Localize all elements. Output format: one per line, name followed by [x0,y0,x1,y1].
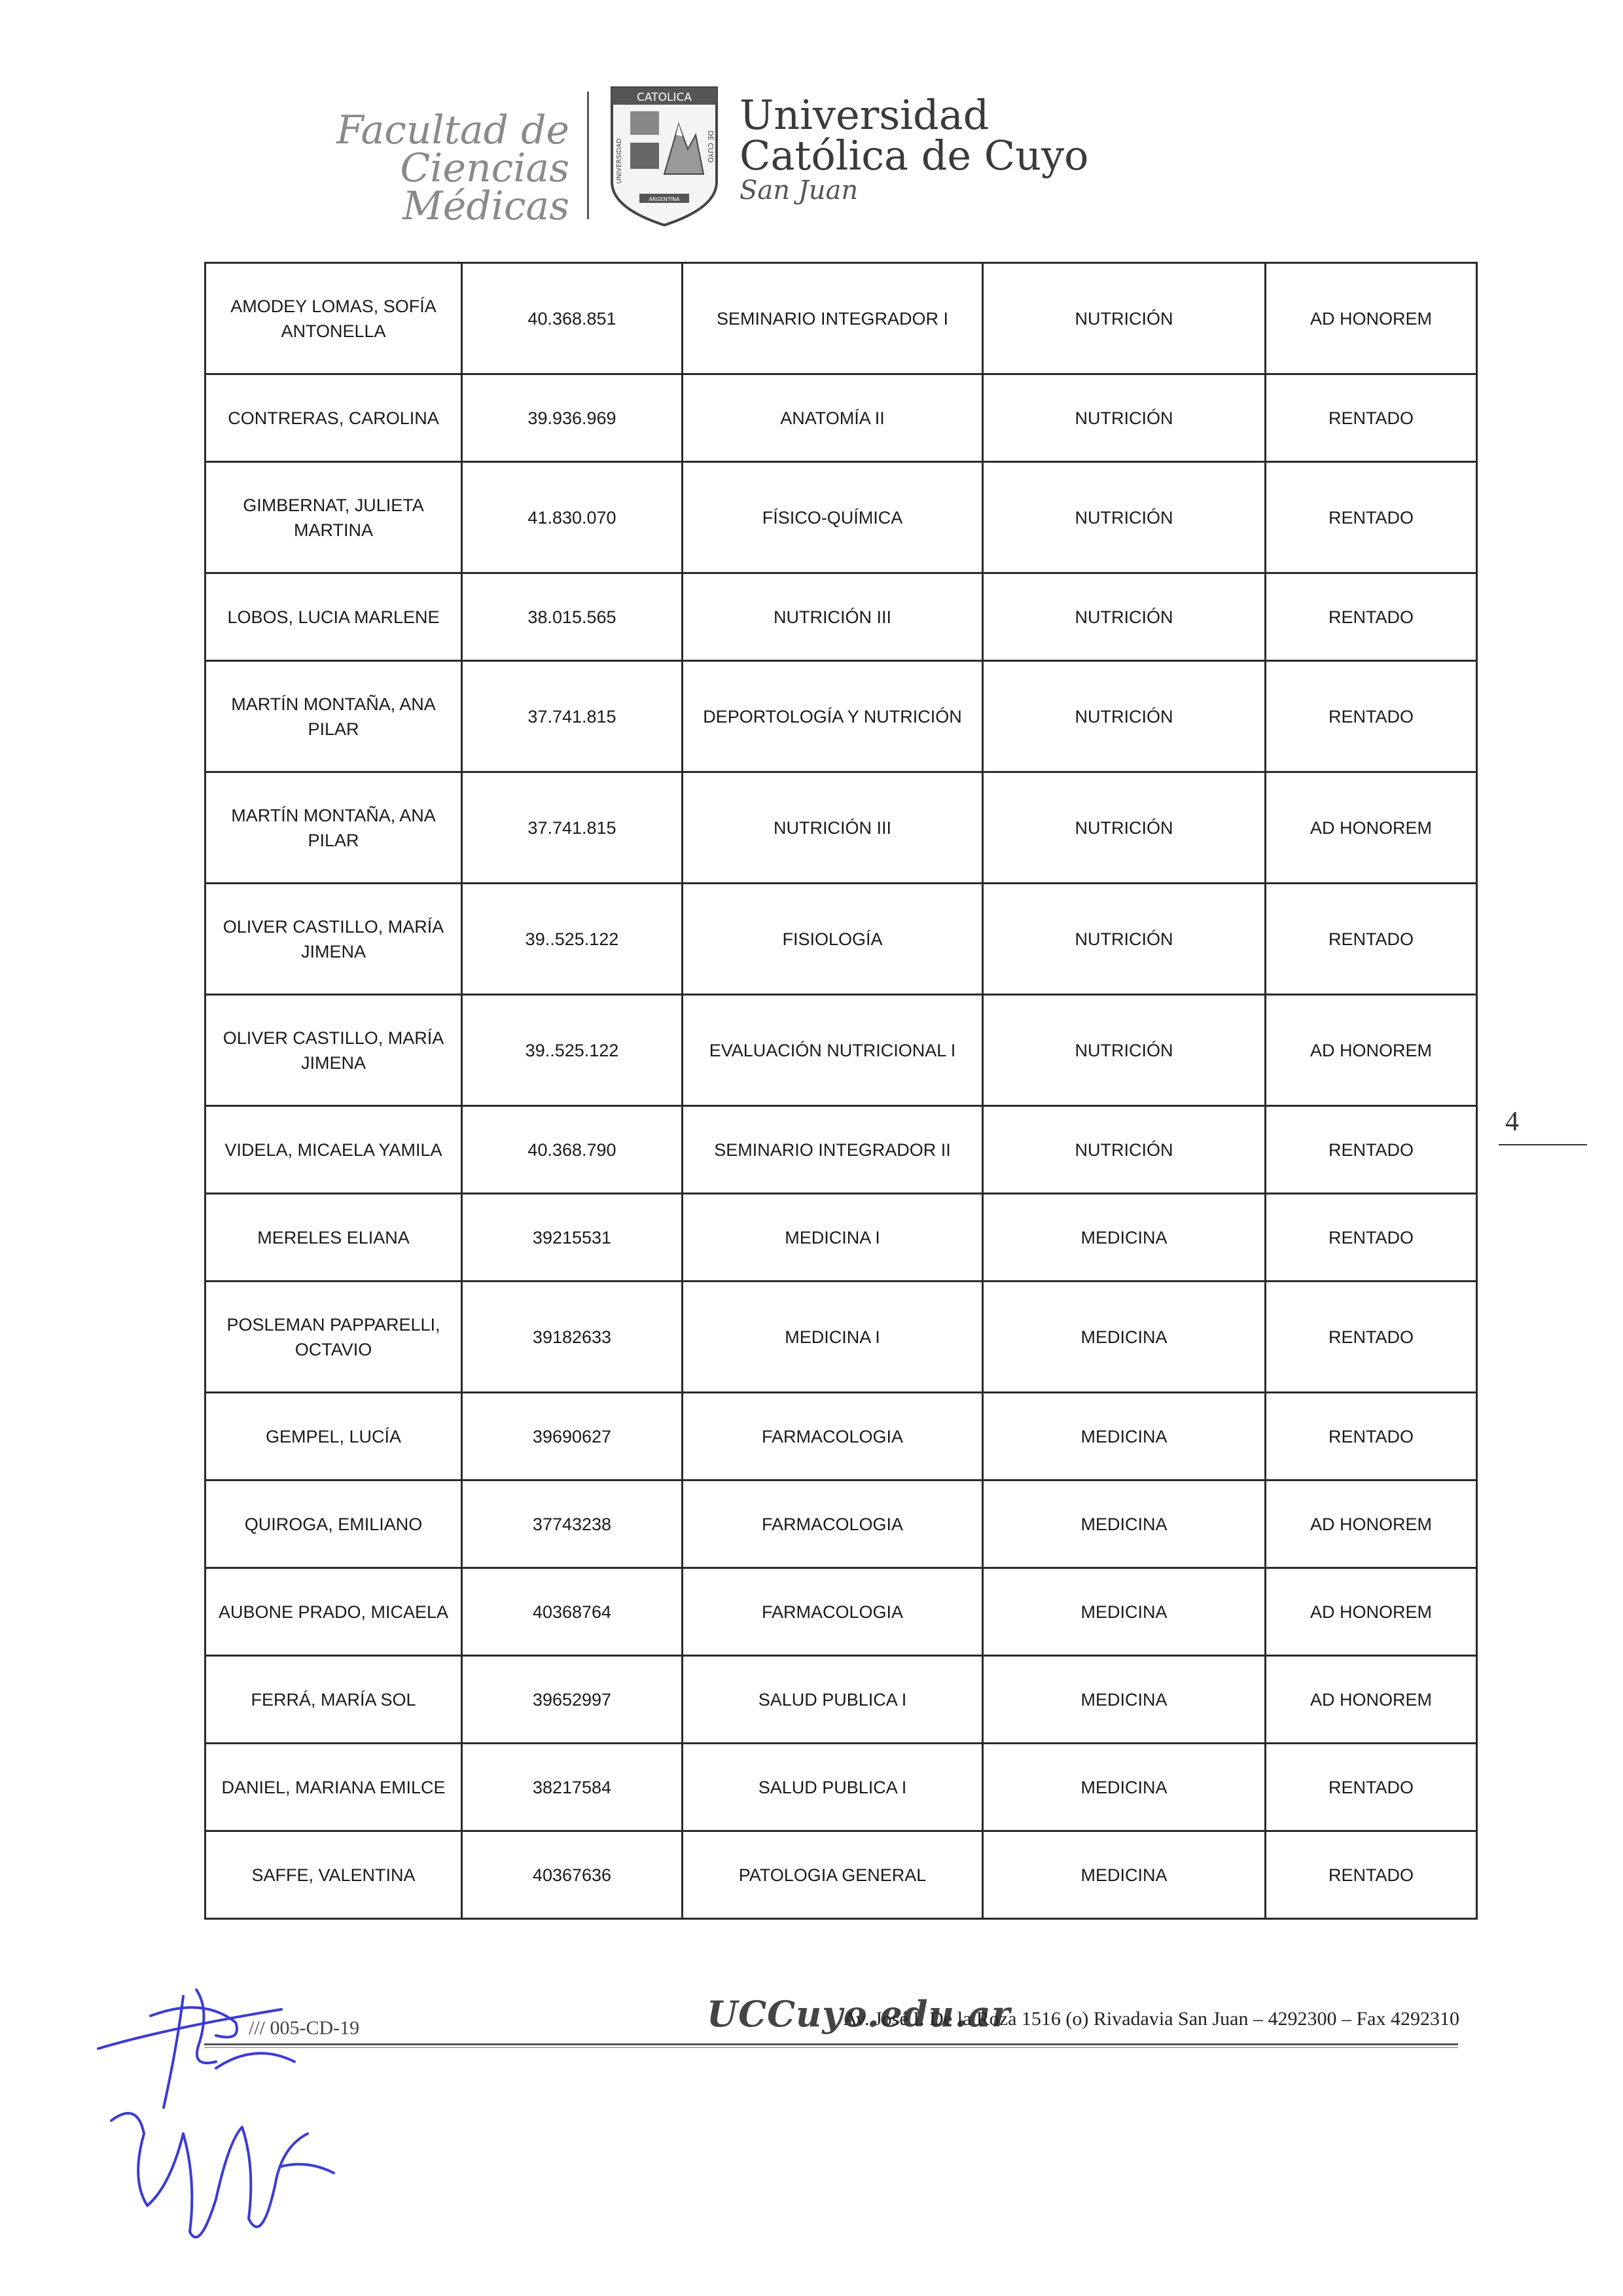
table-row [205,1282,1477,1393]
page-number-rule [1499,1144,1587,1145]
career-cell: NUTRICIÓN [983,462,1266,573]
status-cell: RENTADO [1266,374,1477,462]
subject-cell: SEMINARIO INTEGRADOR I [683,263,983,374]
crest-right-text: DE CUYO [706,130,715,163]
university-line-2: Católica de Cuyo [740,132,1089,179]
table-row [205,1831,1477,1919]
table-row [205,573,1477,661]
website-link[interactable]: UCCuyo.edu.ar [707,1993,1011,2035]
status-cell: RENTADO [1266,661,1477,772]
career-cell: MEDICINA [983,1568,1266,1656]
status-cell: AD HONOREM [1266,1656,1477,1744]
university-city: San Juan [740,175,859,206]
career-cell: MEDICINA [983,1656,1266,1744]
dni-cell: 40367636 [462,1831,683,1919]
status-cell: AD HONOREM [1266,1480,1477,1568]
status-cell: RENTADO [1266,462,1477,573]
table-row [205,995,1477,1106]
table-row [205,1744,1477,1831]
staff-table-body [205,263,1477,1919]
table-row [205,884,1477,995]
career-cell: MEDICINA [983,1744,1266,1831]
subject-cell: NUTRICIÓN III [683,573,983,661]
staff-name-cell: OLIVER CASTILLO, MARÍA JIMENA [205,884,462,995]
table-row [205,462,1477,573]
letterhead [0,0,1623,249]
dni-cell: 38.015.565 [462,573,683,661]
document-reference: /// 005-CD-19 [249,2017,360,2039]
staff-name-cell: AUBONE PRADO, MICAELA [205,1568,462,1656]
staff-name-cell: LOBOS, LUCIA MARLENE [205,573,462,661]
dni-cell: 38217584 [462,1744,683,1831]
subject-cell: FARMACOLOGIA [683,1568,983,1656]
career-cell: MEDICINA [983,1480,1266,1568]
staff-name-cell: OLIVER CASTILLO, MARÍA JIMENA [205,995,462,1106]
subject-cell: SALUD PUBLICA I [683,1744,983,1831]
staff-name-cell: MERELES ELIANA [205,1194,462,1282]
career-cell: MEDICINA [983,1194,1266,1282]
dni-cell: 40368764 [462,1568,683,1656]
crest-bottom-text: ARGENTINA [649,196,680,202]
dni-cell: 39182633 [462,1282,683,1393]
subject-cell: FARMACOLOGIA [683,1480,983,1568]
staff-name-cell: MARTÍN MONTAÑA, ANA PILAR [205,772,462,884]
staff-name-cell: DANIEL, MARIANA EMILCE [205,1744,462,1831]
dni-cell: 39..525.122 [462,884,683,995]
table-row [205,1568,1477,1656]
subject-cell: NUTRICIÓN III [683,772,983,884]
career-cell: NUTRICIÓN [983,772,1266,884]
table-row [205,1656,1477,1744]
table-row [205,772,1477,884]
staff-name-cell: MARTÍN MONTAÑA, ANA PILAR [205,661,462,772]
staff-name-cell: VIDELA, MICAELA YAMILA [205,1106,462,1194]
staff-name-cell: AMODEY LOMAS, SOFÍA ANTONELLA [205,263,462,374]
table-row [205,263,1477,374]
dni-cell: 41.830.070 [462,462,683,573]
subject-cell: PATOLOGIA GENERAL [683,1831,983,1919]
career-cell: NUTRICIÓN [983,573,1266,661]
status-cell: RENTADO [1266,1106,1477,1194]
staff-name-cell: QUIROGA, EMILIANO [205,1480,462,1568]
subject-cell: SALUD PUBLICA I [683,1656,983,1744]
subject-cell: FÍSICO-QUÍMICA [683,462,983,573]
dni-cell: 40.368.790 [462,1106,683,1194]
table-row [205,1480,1477,1568]
staff-name-cell: GEMPEL, LUCÍA [205,1393,462,1480]
table-row [205,661,1477,772]
handwritten-signature [85,1970,399,2271]
subject-cell: SEMINARIO INTEGRADOR II [683,1106,983,1194]
career-cell: MEDICINA [983,1831,1266,1919]
faculty-line-1: Facultad de Ciencias [336,107,569,191]
subject-cell: FARMACOLOGIA [683,1393,983,1480]
subject-cell: FISIOLOGÍA [683,884,983,995]
status-cell: AD HONOREM [1266,995,1477,1106]
dni-cell: 37.741.815 [462,772,683,884]
career-cell: NUTRICIÓN [983,995,1266,1106]
career-cell: MEDICINA [983,1393,1266,1480]
subject-cell: MEDICINA I [683,1282,983,1393]
table-row [205,1194,1477,1282]
status-cell: AD HONOREM [1266,772,1477,884]
staff-name-cell: GIMBERNAT, JULIETA MARTINA [205,462,462,573]
staff-name-cell: SAFFE, VALENTINA [205,1831,462,1919]
dni-cell: 39..525.122 [462,995,683,1106]
footer-address: Av. José I. De la Roza 1516 (o) Rivadavia San Juan – 4292300 – Fax 4292310 [843,2008,1459,2030]
subject-cell: ANATOMÍA II [683,374,983,462]
faculty-line-2: Médicas [402,183,569,229]
status-cell: AD HONOREM [1266,1568,1477,1656]
dni-cell: 37743238 [462,1480,683,1568]
dni-cell: 39652997 [462,1656,683,1744]
university-name [740,91,1089,206]
university-crest-icon [605,84,723,229]
staff-name-cell: CONTRERAS, CAROLINA [205,374,462,462]
page-number [1499,1106,1587,1145]
table-row [205,374,1477,462]
subject-cell: EVALUACIÓN NUTRICIONAL I [683,995,983,1106]
status-cell: RENTADO [1266,1393,1477,1480]
career-cell: NUTRICIÓN [983,374,1266,462]
dni-cell: 39690627 [462,1393,683,1480]
table-row [205,1106,1477,1194]
crest-top-text: CATOLICA [637,91,692,104]
status-cell: AD HONOREM [1266,263,1477,374]
status-cell: RENTADO [1266,1194,1477,1282]
dni-cell: 39.936.969 [462,374,683,462]
crest-left-text: UNIVERSIDAD [616,138,623,184]
staff-name-cell: FERRÁ, MARÍA SOL [205,1656,462,1744]
status-cell: RENTADO [1266,1744,1477,1831]
dni-cell: 37.741.815 [462,661,683,772]
career-cell: MEDICINA [983,1282,1266,1393]
career-cell: NUTRICIÓN [983,661,1266,772]
career-cell: NUTRICIÓN [983,884,1266,995]
university-line-1: Universidad [740,91,990,139]
career-cell: NUTRICIÓN [983,263,1266,374]
page-number-text: 4 [1505,1107,1519,1137]
header-divider [587,92,589,219]
table-row [205,1393,1477,1480]
status-cell: RENTADO [1266,884,1477,995]
subject-cell: MEDICINA I [683,1194,983,1282]
staff-table [204,262,1478,1920]
career-cell: NUTRICIÓN [983,1106,1266,1194]
status-cell: RENTADO [1266,573,1477,661]
status-cell: RENTADO [1266,1282,1477,1393]
dni-cell: 39215531 [462,1194,683,1282]
staff-name-cell: POSLEMAN PAPPARELLI, OCTAVIO [205,1282,462,1393]
dni-cell: 40.368.851 [462,263,683,374]
status-cell: RENTADO [1266,1831,1477,1919]
faculty-name [196,107,569,229]
subject-cell: DEPORTOLOGÍA Y NUTRICIÓN [683,661,983,772]
